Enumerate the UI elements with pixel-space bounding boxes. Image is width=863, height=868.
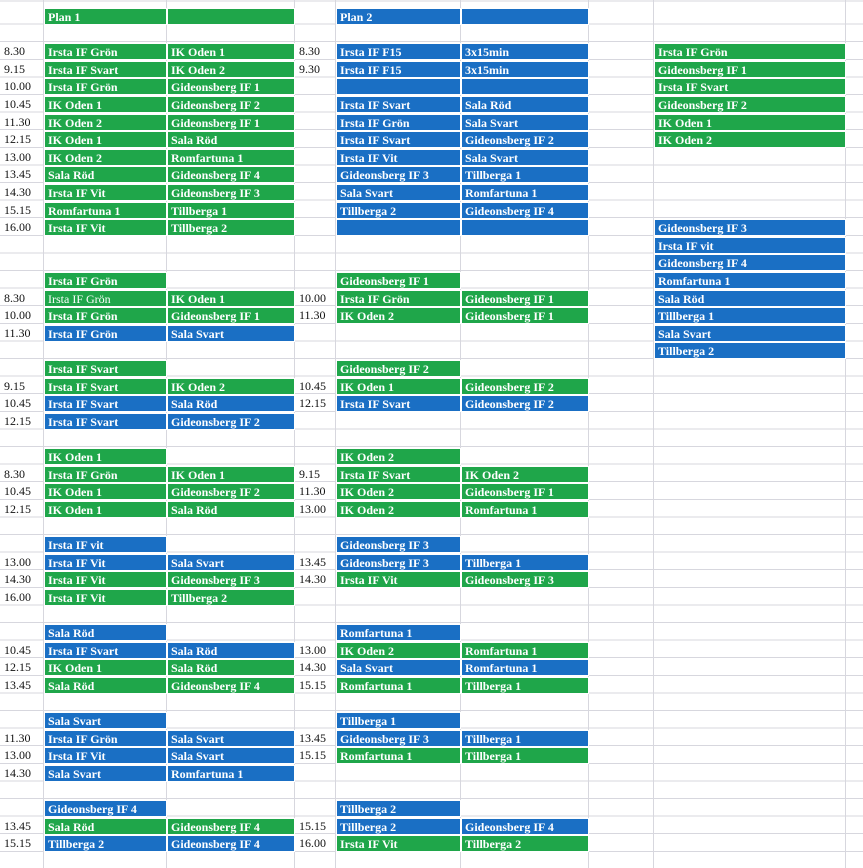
time-cell[interactable]: 10.00 [4, 308, 31, 323]
time-cell[interactable]: 10.45 [4, 642, 31, 657]
team-cell[interactable]: IK Oden 1 [167, 466, 295, 483]
team-cell[interactable]: 3x15min [461, 43, 589, 60]
team-cell[interactable] [461, 78, 589, 95]
team-cell[interactable]: Sala Svart [167, 747, 295, 764]
team-cell[interactable]: Irsta IF Grön [44, 272, 167, 289]
team-cell[interactable]: Gideonsberg IF 1 [167, 114, 295, 131]
team-cell[interactable]: Irsta IF Vit [44, 554, 167, 571]
team-cell[interactable]: Sala Röd [167, 659, 295, 676]
time-cell[interactable]: 10.00 [299, 290, 326, 305]
time-cell[interactable]: 14.30 [299, 660, 326, 675]
time-cell[interactable]: 12.15 [4, 660, 31, 675]
time-cell[interactable]: 11.30 [4, 114, 31, 129]
team-cell[interactable]: Tillberga 1 [167, 202, 295, 219]
team-cell[interactable]: Irsta IF Vit [44, 747, 167, 764]
team-cell[interactable]: Sala Svart [461, 114, 589, 131]
team-cell[interactable]: Irsta IF Svart [44, 395, 167, 412]
time-cell[interactable]: 10.45 [4, 97, 31, 111]
team-cell[interactable]: IK Oden 2 [167, 61, 295, 78]
team-cell[interactable]: Sala Röd [44, 818, 167, 835]
team-cell[interactable]: Irsta IF Svart [336, 131, 461, 148]
team-cell[interactable]: Gideonsberg IF 3 [654, 219, 846, 236]
team-cell[interactable]: Irsta IF Grön [44, 325, 167, 342]
time-cell[interactable]: 16.00 [4, 220, 31, 235]
team-cell[interactable]: Tillberga 1 [461, 554, 589, 571]
team-cell[interactable]: IK Oden 2 [44, 114, 167, 131]
team-cell[interactable]: IK Oden 2 [44, 149, 167, 166]
team-cell[interactable]: Gideonsberg IF 2 [461, 378, 589, 395]
team-cell[interactable]: Gideonsberg IF 1 [654, 61, 846, 78]
team-cell[interactable]: Plan 1 [44, 8, 167, 25]
team-cell[interactable]: Irsta IF Svart [44, 378, 167, 395]
team-cell[interactable]: Irsta IF Svart [336, 96, 461, 113]
team-cell[interactable]: Gideonsberg IF 4 [461, 202, 589, 219]
team-cell[interactable]: Irsta IF Grön [654, 43, 846, 60]
team-cell[interactable]: Irsta IF Svart [44, 61, 167, 78]
team-cell[interactable]: Gideonsberg IF 1 [461, 483, 589, 500]
team-cell[interactable]: Gideonsberg IF 1 [336, 272, 461, 289]
team-cell[interactable]: Romfartuna 1 [336, 677, 461, 694]
time-cell[interactable]: 9.15 [299, 466, 320, 481]
team-cell[interactable]: Tillberga 2 [167, 219, 295, 236]
team-cell[interactable]: Tillberga 2 [461, 835, 589, 852]
time-cell[interactable]: 9.30 [299, 61, 320, 76]
team-cell[interactable]: Irsta IF Svart [44, 413, 167, 430]
time-cell[interactable]: 16.00 [4, 589, 31, 604]
team-cell[interactable]: Gideonsberg IF 3 [336, 536, 461, 553]
team-cell[interactable]: Sala Röd [654, 290, 846, 307]
team-cell[interactable]: IK Oden 1 [44, 131, 167, 148]
team-cell[interactable] [336, 78, 461, 95]
time-cell[interactable]: 9.15 [4, 61, 25, 76]
team-cell[interactable]: Plan 2 [336, 8, 461, 25]
time-cell[interactable]: 14.30 [4, 572, 31, 587]
time-cell[interactable]: 11.30 [299, 484, 326, 499]
team-cell[interactable]: Tillberga 2 [336, 202, 461, 219]
team-cell[interactable]: IK Oden 1 [44, 659, 167, 676]
team-cell[interactable]: Romfartuna 1 [44, 202, 167, 219]
team-cell[interactable]: IK Oden 2 [654, 131, 846, 148]
team-cell[interactable]: Gideonsberg IF 3 [336, 554, 461, 571]
time-cell[interactable]: 8.30 [4, 290, 25, 305]
time-cell[interactable]: 13.45 [4, 167, 31, 182]
time-cell[interactable]: 9.15 [4, 378, 25, 393]
team-cell[interactable]: Irsta IF Vit [336, 835, 461, 852]
team-cell[interactable]: Sala Svart [461, 149, 589, 166]
time-cell[interactable]: 11.30 [4, 730, 31, 745]
team-cell[interactable]: Sala Röd [461, 96, 589, 113]
team-cell[interactable]: Gideonsberg IF 4 [167, 818, 295, 835]
time-cell[interactable]: 8.30 [4, 466, 25, 481]
team-cell[interactable]: Gideonsberg IF 3 [461, 571, 589, 588]
team-cell[interactable]: Gideonsberg IF 1 [461, 307, 589, 324]
time-cell[interactable]: 12.15 [299, 396, 326, 411]
team-cell[interactable]: Irsta IF Vit [336, 571, 461, 588]
team-cell[interactable]: IK Oden 1 [167, 43, 295, 60]
team-cell[interactable]: Sala Röd [167, 642, 295, 659]
team-cell[interactable]: Gideonsberg IF 3 [167, 571, 295, 588]
team-cell[interactable]: Irsta IF Vit [44, 589, 167, 606]
team-cell[interactable]: Sala Svart [167, 554, 295, 571]
team-cell[interactable]: Romfartuna 1 [167, 765, 295, 782]
team-cell[interactable]: Sala Svart [167, 325, 295, 342]
team-cell[interactable]: IK Oden 2 [336, 642, 461, 659]
team-cell[interactable]: Romfartuna 1 [336, 747, 461, 764]
time-cell[interactable]: 13.00 [299, 642, 326, 657]
time-cell[interactable]: 13.00 [299, 501, 326, 516]
team-cell[interactable]: Romfartuna 1 [654, 272, 846, 289]
time-cell[interactable]: 14.30 [4, 765, 31, 780]
team-cell[interactable]: Irsta IF Svart [44, 360, 167, 377]
team-cell[interactable]: Gideonsberg IF 3 [336, 166, 461, 183]
time-cell[interactable]: 13.00 [4, 554, 31, 569]
team-cell[interactable]: Gideonsberg IF 1 [167, 78, 295, 95]
team-cell[interactable]: Gideonsberg IF 4 [461, 818, 589, 835]
time-cell[interactable]: 11.30 [299, 308, 326, 323]
team-cell[interactable]: Sala Röd [44, 166, 167, 183]
team-cell[interactable]: Romfartuna 1 [336, 624, 461, 641]
time-cell[interactable]: 13.45 [299, 730, 326, 745]
time-cell[interactable]: 15.15 [299, 748, 326, 763]
team-cell[interactable]: Gideonsberg IF 4 [167, 166, 295, 183]
team-cell[interactable]: Tillberga 1 [461, 730, 589, 747]
team-cell[interactable]: Romfartuna 1 [461, 642, 589, 659]
team-cell[interactable]: IK Oden 2 [336, 501, 461, 518]
team-cell[interactable]: Gideonsberg IF 2 [654, 96, 846, 113]
time-cell[interactable]: 15.15 [299, 818, 326, 833]
team-cell[interactable]: Irsta IF Vit [44, 219, 167, 236]
team-cell[interactable]: Irsta IF Grön [336, 114, 461, 131]
time-cell[interactable]: 10.45 [299, 378, 326, 393]
team-cell[interactable]: IK Oden 2 [336, 307, 461, 324]
team-cell[interactable]: Irsta IF vit [654, 237, 846, 254]
team-cell[interactable]: Irsta IF F15 [336, 43, 461, 60]
team-cell[interactable]: Romfartuna 1 [461, 184, 589, 201]
team-cell[interactable]: IK Oden 1 [44, 448, 167, 465]
team-cell[interactable] [461, 8, 589, 25]
team-cell[interactable]: IK Oden 1 [336, 378, 461, 395]
team-cell[interactable]: Irsta IF Svart [336, 395, 461, 412]
team-cell[interactable]: Irsta IF Grön [44, 43, 167, 60]
team-cell[interactable]: Sala Svart [44, 712, 167, 729]
team-cell[interactable]: Tillberga 2 [654, 342, 846, 359]
team-cell[interactable]: Irsta IF Vit [44, 571, 167, 588]
team-cell[interactable]: Sala Svart [336, 184, 461, 201]
team-cell[interactable]: Sala Svart [654, 325, 846, 342]
team-cell[interactable] [167, 8, 295, 25]
team-cell[interactable]: IK Oden 1 [44, 96, 167, 113]
time-cell[interactable]: 15.15 [299, 677, 326, 692]
team-cell[interactable]: Sala Röd [44, 677, 167, 694]
team-cell[interactable]: Gideonsberg IF 2 [336, 360, 461, 377]
team-cell[interactable]: Gideonsberg IF 1 [461, 290, 589, 307]
time-cell[interactable]: 12.15 [4, 501, 31, 516]
team-cell[interactable]: Gideonsberg IF 4 [167, 835, 295, 852]
time-cell[interactable]: 15.15 [4, 202, 31, 217]
time-cell[interactable]: 13.45 [299, 554, 326, 569]
team-cell[interactable]: Irsta IF Grön [44, 307, 167, 324]
team-cell[interactable]: Tillberga 2 [336, 818, 461, 835]
team-cell[interactable]: Gideonsberg IF 4 [167, 677, 295, 694]
time-cell[interactable]: 13.00 [4, 149, 31, 164]
team-cell[interactable]: IK Oden 2 [461, 466, 589, 483]
team-cell[interactable]: Sala Röd [167, 395, 295, 412]
team-cell[interactable]: IK Oden 2 [336, 448, 461, 465]
team-cell[interactable]: IK Oden 2 [336, 483, 461, 500]
team-cell[interactable]: Romfartuna 1 [461, 501, 589, 518]
team-cell[interactable]: Irsta IF Svart [336, 466, 461, 483]
team-cell[interactable]: Sala Svart [44, 765, 167, 782]
team-cell[interactable]: 3x15min [461, 61, 589, 78]
team-cell[interactable]: Gideonsberg IF 3 [167, 184, 295, 201]
team-cell[interactable]: Gideonsberg IF 4 [654, 254, 846, 271]
time-cell[interactable]: 16.00 [299, 836, 326, 851]
time-cell[interactable]: 8.30 [4, 44, 25, 59]
team-cell[interactable]: IK Oden 1 [44, 483, 167, 500]
team-cell[interactable]: Tillberga 2 [44, 835, 167, 852]
time-cell[interactable]: 11.30 [4, 325, 31, 340]
team-cell[interactable] [461, 219, 589, 236]
team-cell[interactable]: Gideonsberg IF 2 [167, 413, 295, 430]
team-cell[interactable]: Tillberga 1 [654, 307, 846, 324]
team-cell[interactable] [336, 219, 461, 236]
team-cell[interactable]: Irsta IF Vit [44, 184, 167, 201]
team-cell[interactable]: Irsta IF Grön [44, 730, 167, 747]
team-cell[interactable]: Irsta IF Grön [336, 290, 461, 307]
team-cell[interactable]: IK Oden 1 [654, 114, 846, 131]
time-cell[interactable]: 12.15 [4, 132, 31, 147]
team-cell[interactable]: IK Oden 2 [167, 378, 295, 395]
team-cell[interactable]: Gideonsberg IF 3 [336, 730, 461, 747]
team-cell[interactable]: Tillberga 1 [461, 747, 589, 764]
team-cell[interactable]: Irsta IF Grön [44, 290, 167, 307]
time-cell[interactable]: 14.30 [299, 572, 326, 587]
team-cell[interactable]: Irsta IF Vit [336, 149, 461, 166]
team-cell[interactable]: Tillberga 2 [167, 589, 295, 606]
team-cell[interactable]: Tillberga 1 [461, 166, 589, 183]
time-cell[interactable]: 13.45 [4, 677, 31, 692]
team-cell[interactable]: Romfartuna 1 [461, 659, 589, 676]
team-cell[interactable]: Irsta IF Grön [44, 466, 167, 483]
time-cell[interactable]: 13.00 [4, 748, 31, 763]
team-cell[interactable]: Gideonsberg IF 2 [167, 483, 295, 500]
team-cell[interactable]: IK Oden 1 [167, 290, 295, 307]
team-cell[interactable]: Sala Röd [167, 131, 295, 148]
team-cell[interactable]: Sala Svart [167, 730, 295, 747]
team-cell[interactable]: Sala Svart [336, 659, 461, 676]
team-cell[interactable]: Irsta IF Svart [44, 642, 167, 659]
time-cell[interactable]: 8.30 [299, 44, 320, 59]
team-cell[interactable]: Tillberga 1 [336, 712, 461, 729]
team-cell[interactable]: IK Oden 1 [44, 501, 167, 518]
team-cell[interactable]: Gideonsberg IF 1 [167, 307, 295, 324]
time-cell[interactable]: 12.15 [4, 413, 31, 428]
team-cell[interactable]: Sala Röd [44, 624, 167, 641]
time-cell[interactable]: 13.45 [4, 818, 31, 833]
team-cell[interactable]: Sala Röd [167, 501, 295, 518]
team-cell[interactable]: Irsta IF Grön [44, 78, 167, 95]
team-cell[interactable]: Gideonsberg IF 2 [461, 395, 589, 412]
team-cell[interactable]: Gideonsberg IF 2 [167, 96, 295, 113]
team-cell[interactable]: Romfartuna 1 [167, 149, 295, 166]
team-cell[interactable]: Tillberga 1 [461, 677, 589, 694]
team-cell[interactable]: Irsta IF F15 [336, 61, 461, 78]
time-cell[interactable]: 14.30 [4, 185, 31, 199]
team-cell[interactable]: Irsta IF vit [44, 536, 167, 553]
team-cell[interactable]: Irsta IF Svart [654, 78, 846, 95]
time-cell[interactable]: 10.00 [4, 79, 31, 94]
time-cell[interactable]: 15.15 [4, 836, 31, 851]
time-cell[interactable]: 10.45 [4, 484, 31, 499]
time-cell[interactable]: 10.45 [4, 396, 31, 411]
team-cell[interactable]: Tillberga 2 [336, 800, 461, 817]
team-cell[interactable]: Gideonsberg IF 2 [461, 131, 589, 148]
team-cell[interactable]: Gideonsberg IF 4 [44, 800, 167, 817]
